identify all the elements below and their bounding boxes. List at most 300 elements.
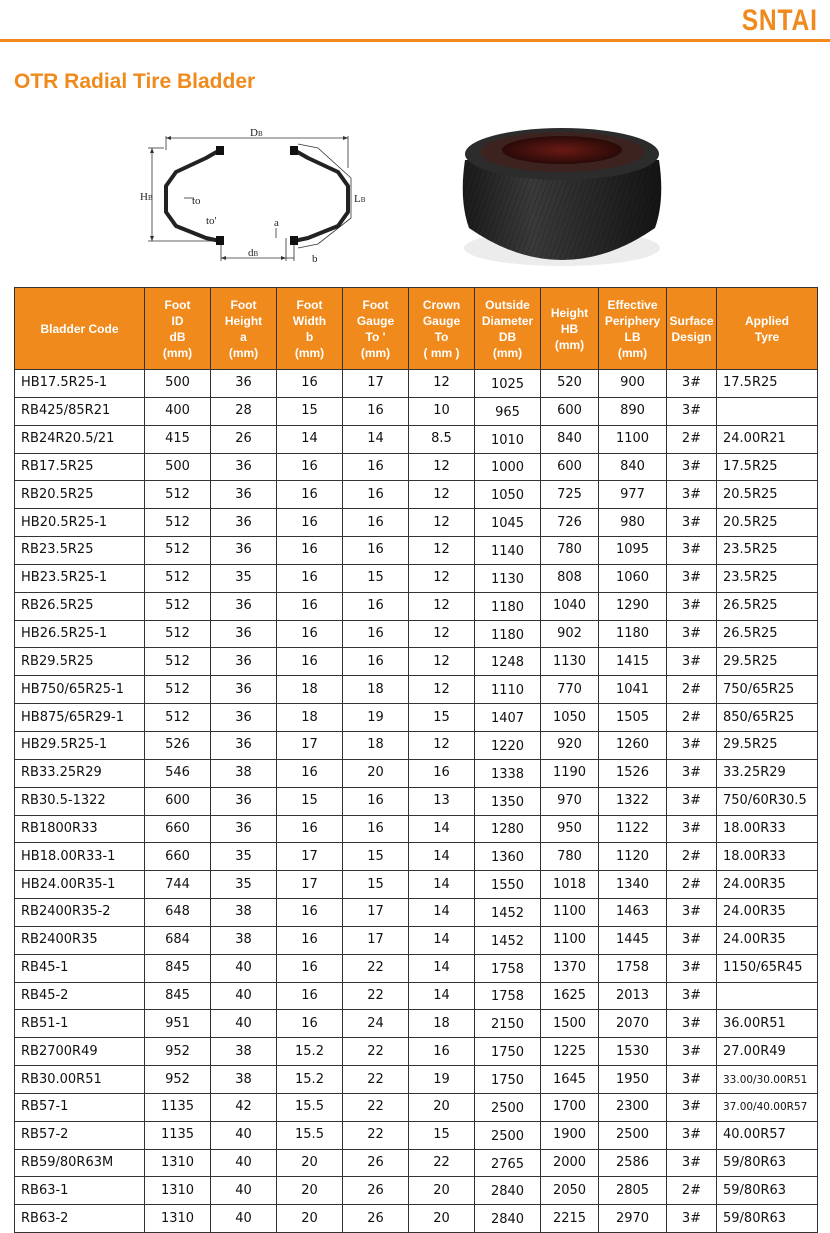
table-row bbox=[15, 537, 818, 565]
table-cell: RB24R20.5/21 bbox=[15, 425, 145, 453]
table-cell: 20 bbox=[409, 1177, 475, 1205]
table-cell: 12 bbox=[409, 481, 475, 509]
table-cell: RB57-2 bbox=[15, 1121, 145, 1149]
table-cell: 1370 bbox=[541, 954, 599, 982]
table-row bbox=[15, 954, 818, 982]
table-cell: RB63-1 bbox=[15, 1177, 145, 1205]
table-cell: 600 bbox=[541, 397, 599, 425]
table-cell: 16 bbox=[277, 537, 343, 565]
table-cell: RB20.5R25 bbox=[15, 481, 145, 509]
table-cell: 1100 bbox=[599, 425, 667, 453]
table-cell: 1280 bbox=[475, 815, 541, 843]
table-cell: 902 bbox=[541, 620, 599, 648]
table-cell: 38 bbox=[211, 899, 277, 927]
table-cell: RB63-2 bbox=[15, 1205, 145, 1233]
table-cell: 2840 bbox=[475, 1177, 541, 1205]
table-cell: 1625 bbox=[541, 982, 599, 1010]
table-cell: 951 bbox=[145, 1010, 211, 1038]
table-cell: 40 bbox=[211, 1177, 277, 1205]
table-cell: 1050 bbox=[475, 481, 541, 509]
table-cell: 1050 bbox=[541, 704, 599, 732]
table-cell: 16 bbox=[277, 370, 343, 398]
table-cell: 36 bbox=[211, 537, 277, 565]
table-cell: RB57-1 bbox=[15, 1093, 145, 1121]
table-cell: 3# bbox=[667, 1121, 717, 1149]
table-cell: 400 bbox=[145, 397, 211, 425]
table-cell: 33.25R29 bbox=[717, 759, 818, 787]
table-cell: 17.5R25 bbox=[717, 453, 818, 481]
table-cell: 1526 bbox=[599, 759, 667, 787]
table-cell: 16 bbox=[277, 453, 343, 481]
table-cell: 16 bbox=[343, 397, 409, 425]
table-cell: 18 bbox=[343, 676, 409, 704]
table-cell: 15 bbox=[277, 787, 343, 815]
table-cell: 18 bbox=[343, 731, 409, 759]
table-cell: 16 bbox=[277, 592, 343, 620]
column-header: Height HB (mm) bbox=[541, 288, 599, 370]
table-row bbox=[15, 1205, 818, 1233]
table-cell: 1045 bbox=[475, 509, 541, 537]
table-cell: 500 bbox=[145, 370, 211, 398]
table-cell: 980 bbox=[599, 509, 667, 537]
column-header: Applied Tyre bbox=[717, 288, 818, 370]
table-row bbox=[15, 787, 818, 815]
table-cell: 59/80R63 bbox=[717, 1149, 818, 1177]
table-cell: 1225 bbox=[541, 1038, 599, 1066]
table-cell: 2# bbox=[667, 843, 717, 871]
table-cell: 12 bbox=[409, 509, 475, 537]
table-cell: 12 bbox=[409, 564, 475, 592]
table-cell: 1758 bbox=[599, 954, 667, 982]
table-cell: 3# bbox=[667, 592, 717, 620]
table-cell: 920 bbox=[541, 731, 599, 759]
table-cell: 1135 bbox=[145, 1093, 211, 1121]
column-header: Foot ID dB (mm) bbox=[145, 288, 211, 370]
table-cell: 520 bbox=[541, 370, 599, 398]
table-cell: 1750 bbox=[475, 1038, 541, 1066]
table-cell: HB18.00R33-1 bbox=[15, 843, 145, 871]
table-cell: 1180 bbox=[475, 620, 541, 648]
table-cell: RB17.5R25 bbox=[15, 453, 145, 481]
table-cell: 36 bbox=[211, 676, 277, 704]
table-cell: 1900 bbox=[541, 1121, 599, 1149]
table-cell: RB59/80R63M bbox=[15, 1149, 145, 1177]
table-cell: 35 bbox=[211, 843, 277, 871]
table-cell: 40 bbox=[211, 954, 277, 982]
table-row bbox=[15, 1121, 818, 1149]
table-cell: 17 bbox=[343, 926, 409, 954]
table-cell: 1190 bbox=[541, 759, 599, 787]
table-cell: RB45-1 bbox=[15, 954, 145, 982]
table-cell: 1248 bbox=[475, 648, 541, 676]
table-cell: RB26.5R25 bbox=[15, 592, 145, 620]
table-cell: 840 bbox=[541, 425, 599, 453]
table-cell: 36.00R51 bbox=[717, 1010, 818, 1038]
table-cell: 2070 bbox=[599, 1010, 667, 1038]
table-cell: 12 bbox=[409, 537, 475, 565]
table-cell: RB30.00R51 bbox=[15, 1066, 145, 1094]
table-cell: RB33.25R29 bbox=[15, 759, 145, 787]
page-title: OTR Radial Tire Bladder bbox=[14, 70, 256, 93]
table-cell: 2765 bbox=[475, 1149, 541, 1177]
table-row bbox=[15, 1010, 818, 1038]
table-cell: 500 bbox=[145, 453, 211, 481]
table-cell: 808 bbox=[541, 564, 599, 592]
table-cell: 38 bbox=[211, 1038, 277, 1066]
table-cell: 1060 bbox=[599, 564, 667, 592]
table-cell: 1000 bbox=[475, 453, 541, 481]
table-cell: 3# bbox=[667, 397, 717, 425]
table-cell: 16 bbox=[343, 453, 409, 481]
table-cell: 20 bbox=[277, 1177, 343, 1205]
table-row bbox=[15, 397, 818, 425]
header-divider bbox=[0, 39, 830, 42]
table-cell: RB1800R33 bbox=[15, 815, 145, 843]
table-row bbox=[15, 453, 818, 481]
table-cell: 16 bbox=[343, 648, 409, 676]
table-cell: 512 bbox=[145, 620, 211, 648]
table-cell: 2215 bbox=[541, 1205, 599, 1233]
table-cell: 16 bbox=[277, 509, 343, 537]
table-cell: 1095 bbox=[599, 537, 667, 565]
table-cell: 19 bbox=[343, 704, 409, 732]
table-cell: 3# bbox=[667, 1093, 717, 1121]
table-cell: 1360 bbox=[475, 843, 541, 871]
table-cell: RB2700R49 bbox=[15, 1038, 145, 1066]
table-cell: 512 bbox=[145, 704, 211, 732]
table-cell: 850/65R25 bbox=[717, 704, 818, 732]
table-cell: 3# bbox=[667, 731, 717, 759]
table-header-row bbox=[15, 288, 818, 370]
table-cell: 3# bbox=[667, 899, 717, 927]
table-cell: RB29.5R25 bbox=[15, 648, 145, 676]
table-cell: 29.5R25 bbox=[717, 731, 818, 759]
table-cell: 10 bbox=[409, 397, 475, 425]
table-cell: 14 bbox=[409, 843, 475, 871]
table-cell: 512 bbox=[145, 564, 211, 592]
table-cell: 15.2 bbox=[277, 1038, 343, 1066]
table-cell: 22 bbox=[343, 954, 409, 982]
table-cell: 18.00R33 bbox=[717, 815, 818, 843]
table-cell: 16 bbox=[277, 926, 343, 954]
table-cell: 20 bbox=[409, 1205, 475, 1233]
table-cell: 512 bbox=[145, 481, 211, 509]
table-row bbox=[15, 899, 818, 927]
table-cell: 1505 bbox=[599, 704, 667, 732]
table-row bbox=[15, 704, 818, 732]
table-cell: 1500 bbox=[541, 1010, 599, 1038]
table-cell: 20 bbox=[343, 759, 409, 787]
column-header: Outside Diameter DB (mm) bbox=[475, 288, 541, 370]
table-cell: 415 bbox=[145, 425, 211, 453]
table-cell: 14 bbox=[409, 871, 475, 899]
table-cell: 59/80R63 bbox=[717, 1205, 818, 1233]
table-cell: 2500 bbox=[599, 1121, 667, 1149]
table-cell: 3# bbox=[667, 954, 717, 982]
table-cell: 1445 bbox=[599, 926, 667, 954]
table-cell: 780 bbox=[541, 843, 599, 871]
table-cell: 24.00R35 bbox=[717, 926, 818, 954]
table-cell: 16 bbox=[277, 648, 343, 676]
table-cell: 1550 bbox=[475, 871, 541, 899]
table-row bbox=[15, 871, 818, 899]
table-cell: 1322 bbox=[599, 787, 667, 815]
table-cell: 36 bbox=[211, 370, 277, 398]
table-cell: 37.00/40.00R57 bbox=[717, 1093, 818, 1121]
table-cell: 1290 bbox=[599, 592, 667, 620]
table-cell: 16 bbox=[277, 620, 343, 648]
table-cell: 42 bbox=[211, 1093, 277, 1121]
table-cell: RB45-2 bbox=[15, 982, 145, 1010]
table-cell: 17 bbox=[277, 871, 343, 899]
table-cell: HB23.5R25-1 bbox=[15, 564, 145, 592]
table-cell: HB20.5R25-1 bbox=[15, 509, 145, 537]
table-cell: 600 bbox=[145, 787, 211, 815]
table-cell: 38 bbox=[211, 1066, 277, 1094]
table-cell: 3# bbox=[667, 1010, 717, 1038]
table-cell: 2# bbox=[667, 425, 717, 453]
table-cell: 726 bbox=[541, 509, 599, 537]
table-cell: 14 bbox=[409, 926, 475, 954]
table-cell: 14 bbox=[277, 425, 343, 453]
table-cell: 952 bbox=[145, 1066, 211, 1094]
table-cell: RB425/85R21 bbox=[15, 397, 145, 425]
table-cell: 16 bbox=[409, 759, 475, 787]
table-cell: 15 bbox=[343, 564, 409, 592]
table-cell: 38 bbox=[211, 759, 277, 787]
table-cell: 845 bbox=[145, 982, 211, 1010]
table-cell: 18 bbox=[277, 704, 343, 732]
table-cell: 27.00R49 bbox=[717, 1038, 818, 1066]
table-cell: 684 bbox=[145, 926, 211, 954]
table-cell bbox=[717, 397, 818, 425]
table-cell: 20 bbox=[277, 1205, 343, 1233]
table-row bbox=[15, 759, 818, 787]
table-cell: 3# bbox=[667, 787, 717, 815]
table-cell: 1122 bbox=[599, 815, 667, 843]
column-header: Crown Gauge To ( mm ) bbox=[409, 288, 475, 370]
table-cell: 40.00R57 bbox=[717, 1121, 818, 1149]
table-cell: 33.00/30.00R51 bbox=[717, 1066, 818, 1094]
table-cell: 36 bbox=[211, 592, 277, 620]
table-cell: 750/60R30.5 bbox=[717, 787, 818, 815]
table-cell: 965 bbox=[475, 397, 541, 425]
table-cell: HB750/65R25-1 bbox=[15, 676, 145, 704]
table-cell: 15.5 bbox=[277, 1093, 343, 1121]
table-cell: 16 bbox=[277, 1010, 343, 1038]
table-cell: 2# bbox=[667, 676, 717, 704]
table-row bbox=[15, 982, 818, 1010]
table-cell: 1463 bbox=[599, 899, 667, 927]
table-cell: 840 bbox=[599, 453, 667, 481]
table-row bbox=[15, 1066, 818, 1094]
table-cell: 40 bbox=[211, 1121, 277, 1149]
table-cell: 35 bbox=[211, 871, 277, 899]
column-header: Effective Periphery LB (mm) bbox=[599, 288, 667, 370]
table-cell: 20 bbox=[277, 1149, 343, 1177]
table-cell: 1350 bbox=[475, 787, 541, 815]
table-cell: HB24.00R35-1 bbox=[15, 871, 145, 899]
table-cell: 22 bbox=[409, 1149, 475, 1177]
table-cell: RB30.5-1322 bbox=[15, 787, 145, 815]
table-cell: HB26.5R25-1 bbox=[15, 620, 145, 648]
table-cell: 3# bbox=[667, 564, 717, 592]
table-cell: 40 bbox=[211, 1010, 277, 1038]
table-cell: RB23.5R25 bbox=[15, 537, 145, 565]
table-cell: 14 bbox=[409, 982, 475, 1010]
table-cell: 17 bbox=[277, 731, 343, 759]
table-cell: HB875/65R29-1 bbox=[15, 704, 145, 732]
table-cell: 36 bbox=[211, 787, 277, 815]
table-cell: 970 bbox=[541, 787, 599, 815]
table-cell: 14 bbox=[409, 815, 475, 843]
table-cell: 1135 bbox=[145, 1121, 211, 1149]
table-cell: 3# bbox=[667, 759, 717, 787]
table-cell: 648 bbox=[145, 899, 211, 927]
table-cell: 14 bbox=[343, 425, 409, 453]
table-cell: 3# bbox=[667, 1038, 717, 1066]
table-cell: 3# bbox=[667, 370, 717, 398]
table-cell: 1180 bbox=[475, 592, 541, 620]
table-cell: 8.5 bbox=[409, 425, 475, 453]
table-cell: RB2400R35 bbox=[15, 926, 145, 954]
table-cell: 15.2 bbox=[277, 1066, 343, 1094]
table-cell: 3# bbox=[667, 1066, 717, 1094]
table-cell: 770 bbox=[541, 676, 599, 704]
table-cell: 1700 bbox=[541, 1093, 599, 1121]
table-cell: 1100 bbox=[541, 899, 599, 927]
table-cell: 16 bbox=[277, 759, 343, 787]
table-cell: 36 bbox=[211, 453, 277, 481]
table-cell: 17.5R25 bbox=[717, 370, 818, 398]
table-cell: 16 bbox=[277, 815, 343, 843]
table-row bbox=[15, 481, 818, 509]
table-cell: 12 bbox=[409, 592, 475, 620]
table-cell: 20.5R25 bbox=[717, 509, 818, 537]
table-cell: 1110 bbox=[475, 676, 541, 704]
table-cell: 15 bbox=[277, 397, 343, 425]
table-cell: 1645 bbox=[541, 1066, 599, 1094]
table-cell: HB17.5R25-1 bbox=[15, 370, 145, 398]
table-cell: 36 bbox=[211, 704, 277, 732]
table-cell: 16 bbox=[277, 982, 343, 1010]
column-header: Foot Gauge To ' (mm) bbox=[343, 288, 409, 370]
table-cell: 1338 bbox=[475, 759, 541, 787]
table-cell: 36 bbox=[211, 815, 277, 843]
table-cell: RB2400R35-2 bbox=[15, 899, 145, 927]
table-cell: 35 bbox=[211, 564, 277, 592]
table-cell: 15.5 bbox=[277, 1121, 343, 1149]
table-cell: 1040 bbox=[541, 592, 599, 620]
table-cell: 600 bbox=[541, 453, 599, 481]
table-cell: 14 bbox=[409, 899, 475, 927]
table-row bbox=[15, 926, 818, 954]
table-cell: 22 bbox=[343, 982, 409, 1010]
table-row bbox=[15, 1177, 818, 1205]
table-cell: 16 bbox=[343, 787, 409, 815]
table-cell: 526 bbox=[145, 731, 211, 759]
table-cell: 1530 bbox=[599, 1038, 667, 1066]
table-cell: 1025 bbox=[475, 370, 541, 398]
table-cell: 3# bbox=[667, 481, 717, 509]
table-cell: 2050 bbox=[541, 1177, 599, 1205]
table-cell: RB51-1 bbox=[15, 1010, 145, 1038]
diagram-label-to-prime: to' bbox=[206, 215, 217, 227]
table-cell: 1758 bbox=[475, 982, 541, 1010]
table-cell: 15 bbox=[409, 704, 475, 732]
bladder-cross-section-diagram bbox=[136, 126, 376, 268]
table-cell: 1452 bbox=[475, 899, 541, 927]
table-cell: 1310 bbox=[145, 1205, 211, 1233]
table-cell: 2586 bbox=[599, 1149, 667, 1177]
table-cell: 3# bbox=[667, 926, 717, 954]
table-cell: 19 bbox=[409, 1066, 475, 1094]
table-cell: 12 bbox=[409, 453, 475, 481]
table-cell: 1130 bbox=[541, 648, 599, 676]
table-cell: 1041 bbox=[599, 676, 667, 704]
table-cell: 1260 bbox=[599, 731, 667, 759]
table-cell: 2000 bbox=[541, 1149, 599, 1177]
table-cell: 16 bbox=[277, 481, 343, 509]
table-row bbox=[15, 564, 818, 592]
table-cell: 17 bbox=[277, 843, 343, 871]
table-cell: HB29.5R25-1 bbox=[15, 731, 145, 759]
bladder-photo bbox=[455, 120, 670, 270]
column-header: Bladder Code bbox=[15, 288, 145, 370]
table-row bbox=[15, 676, 818, 704]
table-cell: 22 bbox=[343, 1093, 409, 1121]
table-cell: 16 bbox=[277, 954, 343, 982]
table-cell: 1140 bbox=[475, 537, 541, 565]
table-cell: 1415 bbox=[599, 648, 667, 676]
brand-logo: SNTAI bbox=[741, 4, 818, 37]
table-cell: 38 bbox=[211, 926, 277, 954]
table-cell: 1120 bbox=[599, 843, 667, 871]
table-cell: 28 bbox=[211, 397, 277, 425]
table-cell: 22 bbox=[343, 1066, 409, 1094]
table-cell: 1220 bbox=[475, 731, 541, 759]
table-cell: 40 bbox=[211, 1205, 277, 1233]
table-cell: 29.5R25 bbox=[717, 648, 818, 676]
table-cell: 36 bbox=[211, 648, 277, 676]
table-cell: 12 bbox=[409, 370, 475, 398]
table-cell: 2300 bbox=[599, 1093, 667, 1121]
table-cell: 26 bbox=[343, 1149, 409, 1177]
table-cell: 2500 bbox=[475, 1121, 541, 1149]
diagram-label-lb: LB bbox=[354, 193, 366, 205]
table-row bbox=[15, 648, 818, 676]
table-cell: 40 bbox=[211, 982, 277, 1010]
table-cell: 1340 bbox=[599, 871, 667, 899]
table-cell: 2150 bbox=[475, 1010, 541, 1038]
table-cell: 26 bbox=[211, 425, 277, 453]
table-cell: 15 bbox=[343, 871, 409, 899]
table-row bbox=[15, 731, 818, 759]
table-cell: 3# bbox=[667, 537, 717, 565]
table-row bbox=[15, 592, 818, 620]
table-cell: 16 bbox=[343, 537, 409, 565]
table-cell: 36 bbox=[211, 620, 277, 648]
table-cell: 22 bbox=[343, 1121, 409, 1149]
table-cell: 16 bbox=[277, 564, 343, 592]
table-cell: 36 bbox=[211, 731, 277, 759]
table-body bbox=[15, 370, 818, 1233]
diagram-label-b: b bbox=[312, 253, 318, 265]
table-cell: 14 bbox=[409, 954, 475, 982]
table-cell: 660 bbox=[145, 843, 211, 871]
table-row bbox=[15, 1038, 818, 1066]
diagram-label-to: to bbox=[192, 195, 201, 207]
